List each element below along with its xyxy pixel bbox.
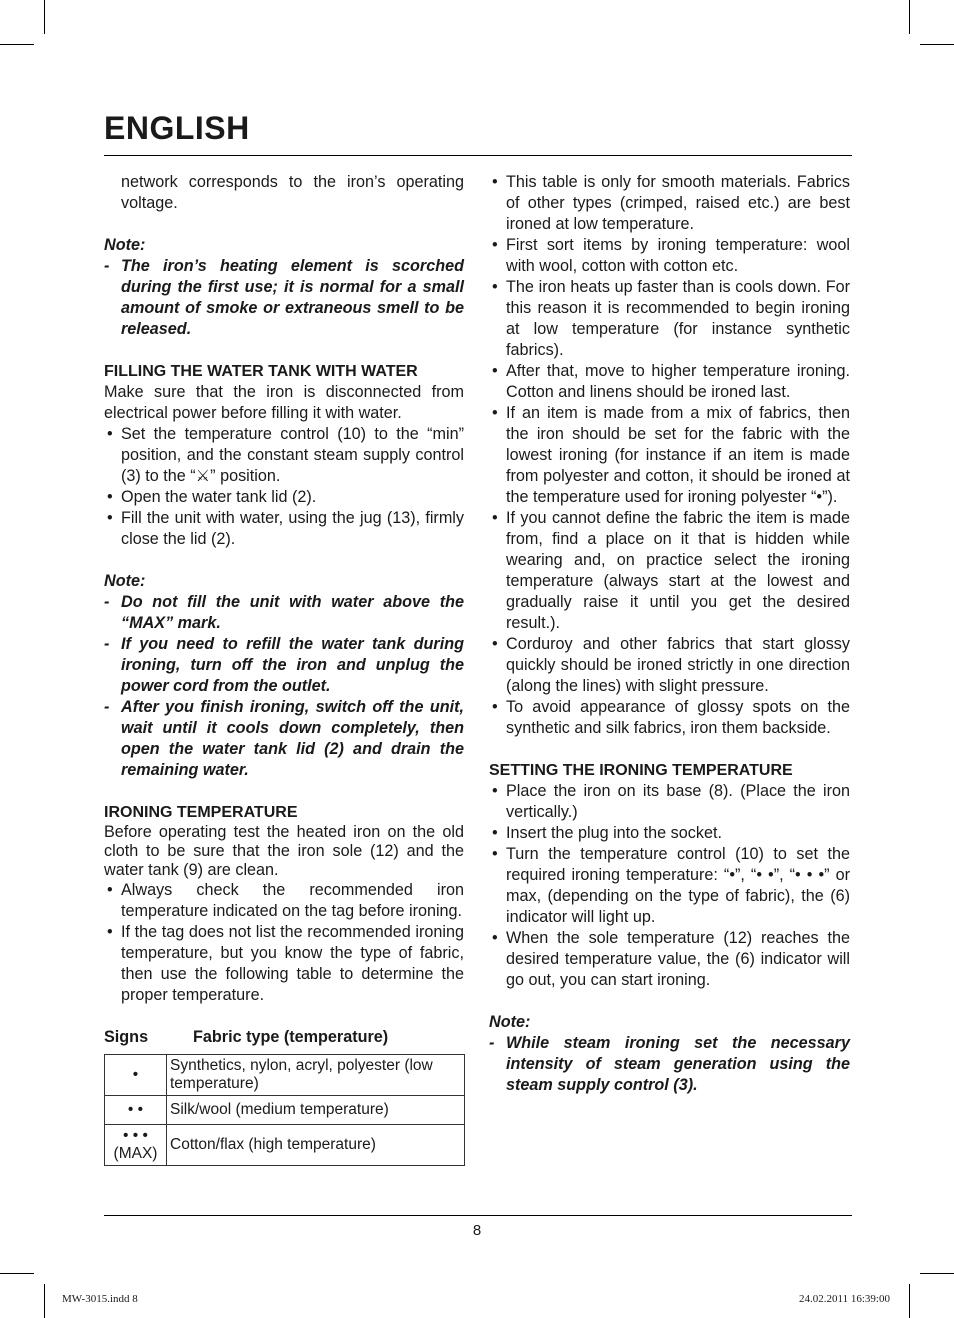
note-title: Note: bbox=[104, 236, 146, 254]
footer-file: MW-3015.indd 8 bbox=[62, 1293, 138, 1305]
note-item: - Do not fill the unit with water above the “MAX” mark. bbox=[104, 593, 464, 632]
crop-mark bbox=[920, 44, 954, 45]
footer-rule bbox=[104, 1215, 852, 1216]
col-fabric: Fabric type (temperature) bbox=[193, 1028, 389, 1046]
section-heading-setting: SETTING THE IRONING TEMPERATURE bbox=[489, 762, 793, 779]
note-title: Note: bbox=[104, 572, 146, 590]
sign-cell: • • bbox=[105, 1096, 167, 1125]
list-item: • If you cannot define the fabric the item is made from, find a place on it that is hidden while wearing and, on practice select the ironing temperature (always start at the lowest and gradually raise it until you get the desired result.). bbox=[492, 509, 850, 632]
table-row bbox=[105, 1125, 465, 1166]
crop-mark bbox=[909, 0, 910, 34]
crop-mark bbox=[920, 1273, 954, 1274]
footer-datetime: 24.02.2011 16:39:00 bbox=[799, 1293, 890, 1305]
list-item: • If an item is made from a mix of fabrics, then the iron should be set for the fabric with the lowest ironing (for instance if an item is made from polyester and cotton, it should be ironed at the temperature used for ironing polyester “•”). bbox=[492, 404, 850, 506]
page-title: ENGLISH bbox=[104, 110, 250, 146]
col-signs: Signs bbox=[104, 1028, 149, 1046]
list-item: • The iron heats up faster than is cools down. For this reason it is recommended to begin ironing at low temperature (for instance synthetic fabrics). bbox=[492, 278, 850, 359]
sign-cell: • bbox=[105, 1055, 167, 1096]
list-item: • Set the temperature control (10) to the “min” position, and the constant steam supply control (3) to the “⚔” position. bbox=[107, 425, 464, 485]
list-item: • Corduroy and other fabrics that start glossy quickly should be ironed strictly in one direction (along the lines) with slight pressure. bbox=[492, 635, 850, 695]
crop-mark bbox=[44, 0, 45, 34]
sign-cell bbox=[105, 1125, 167, 1166]
temperature-table bbox=[104, 1054, 465, 1166]
section-heading-filling: FILLING THE WATER TANK WITH WATER bbox=[104, 363, 418, 380]
list-item: • To avoid appearance of glossy spots on the synthetic and silk fabrics, iron them backside. bbox=[492, 698, 850, 737]
note-title: Note: bbox=[489, 1013, 531, 1031]
fabric-cell: Synthetics, nylon, acryl, polyester (low temperature) bbox=[167, 1055, 465, 1096]
table-header bbox=[104, 1027, 464, 1048]
left-column bbox=[104, 172, 464, 1166]
fabric-cell: Cotton/flax (high temperature) bbox=[167, 1125, 465, 1166]
list-item: • Always check the recommended iron temperature indicated on the tag before ironing. bbox=[107, 881, 464, 920]
crop-mark bbox=[0, 44, 34, 45]
note-item: - While steam ironing set the necessary intensity of steam generation using the steam supply control (3). bbox=[489, 1034, 850, 1094]
intro-text: network corresponds to the iron’s operating voltage. bbox=[121, 173, 464, 212]
sign-max: (MAX) bbox=[113, 1145, 158, 1162]
fabric-cell: Silk/wool (medium temperature) bbox=[167, 1096, 465, 1125]
page-number: 8 bbox=[472, 1222, 482, 1239]
list-item: • If the tag does not list the recommended ironing temperature, but you know the type of fabric, then use the following table to determine the proper temperature. bbox=[107, 923, 464, 1004]
list-item: • When the sole temperature (12) reaches the desired temperature value, the (6) indicator will go out, you can start ironing. bbox=[492, 929, 850, 989]
ironing-intro: Before operating test the heated iron on the old cloth to be sure that the iron sole (12) and the water tank (9) are clean. bbox=[104, 823, 464, 879]
note-item: - If you need to refill the water tank during ironing, turn off the iron and unplug the power cord from the outlet. bbox=[104, 635, 464, 695]
list-item: • Insert the plug into the socket. bbox=[492, 824, 722, 842]
note-item: - The iron’s heating element is scorched during the first use; it is normal for a small amount of smoke or extraneous smell to be released. bbox=[104, 257, 464, 338]
crop-mark bbox=[909, 1284, 910, 1318]
header-rule bbox=[104, 155, 852, 156]
list-item: • Fill the unit with water, using the jug (13), firmly close the lid (2). bbox=[107, 509, 464, 548]
right-column bbox=[489, 172, 850, 1096]
list-item: • Place the iron on its base (8). (Place the iron vertically.) bbox=[492, 782, 850, 821]
crop-mark bbox=[0, 1273, 34, 1274]
table-row bbox=[105, 1096, 465, 1125]
list-item: • First sort items by ironing temperature: wool with wool, cotton with cotton etc. bbox=[492, 236, 850, 275]
crop-mark bbox=[44, 1284, 45, 1318]
list-item: • This table is only for smooth materials. Fabrics of other types (crimped, raised etc.) are best ironed at low temperature. bbox=[492, 173, 850, 233]
list-item: • Open the water tank lid (2). bbox=[107, 488, 317, 506]
section-heading-ironing: IRONING TEMPERATURE bbox=[104, 804, 298, 821]
list-item: • After that, move to higher temperature ironing. Cotton and linens should be ironed last. bbox=[492, 362, 850, 401]
table-row bbox=[105, 1055, 465, 1096]
note-item: - After you finish ironing, switch off the unit, wait until it cools down completely, then open the water tank lid (2) and drain the remaining water. bbox=[104, 698, 464, 779]
filling-intro: Make sure that the iron is disconnected from electrical power before filling it with water. bbox=[104, 383, 464, 422]
sign-dots: • • • bbox=[123, 1127, 148, 1144]
list-item: • Turn the temperature control (10) to set the required ironing temperature: “•”, “• •”, “• • •” or max, (depending on the type of fabric), the (6) indicator will light up. bbox=[492, 845, 850, 926]
